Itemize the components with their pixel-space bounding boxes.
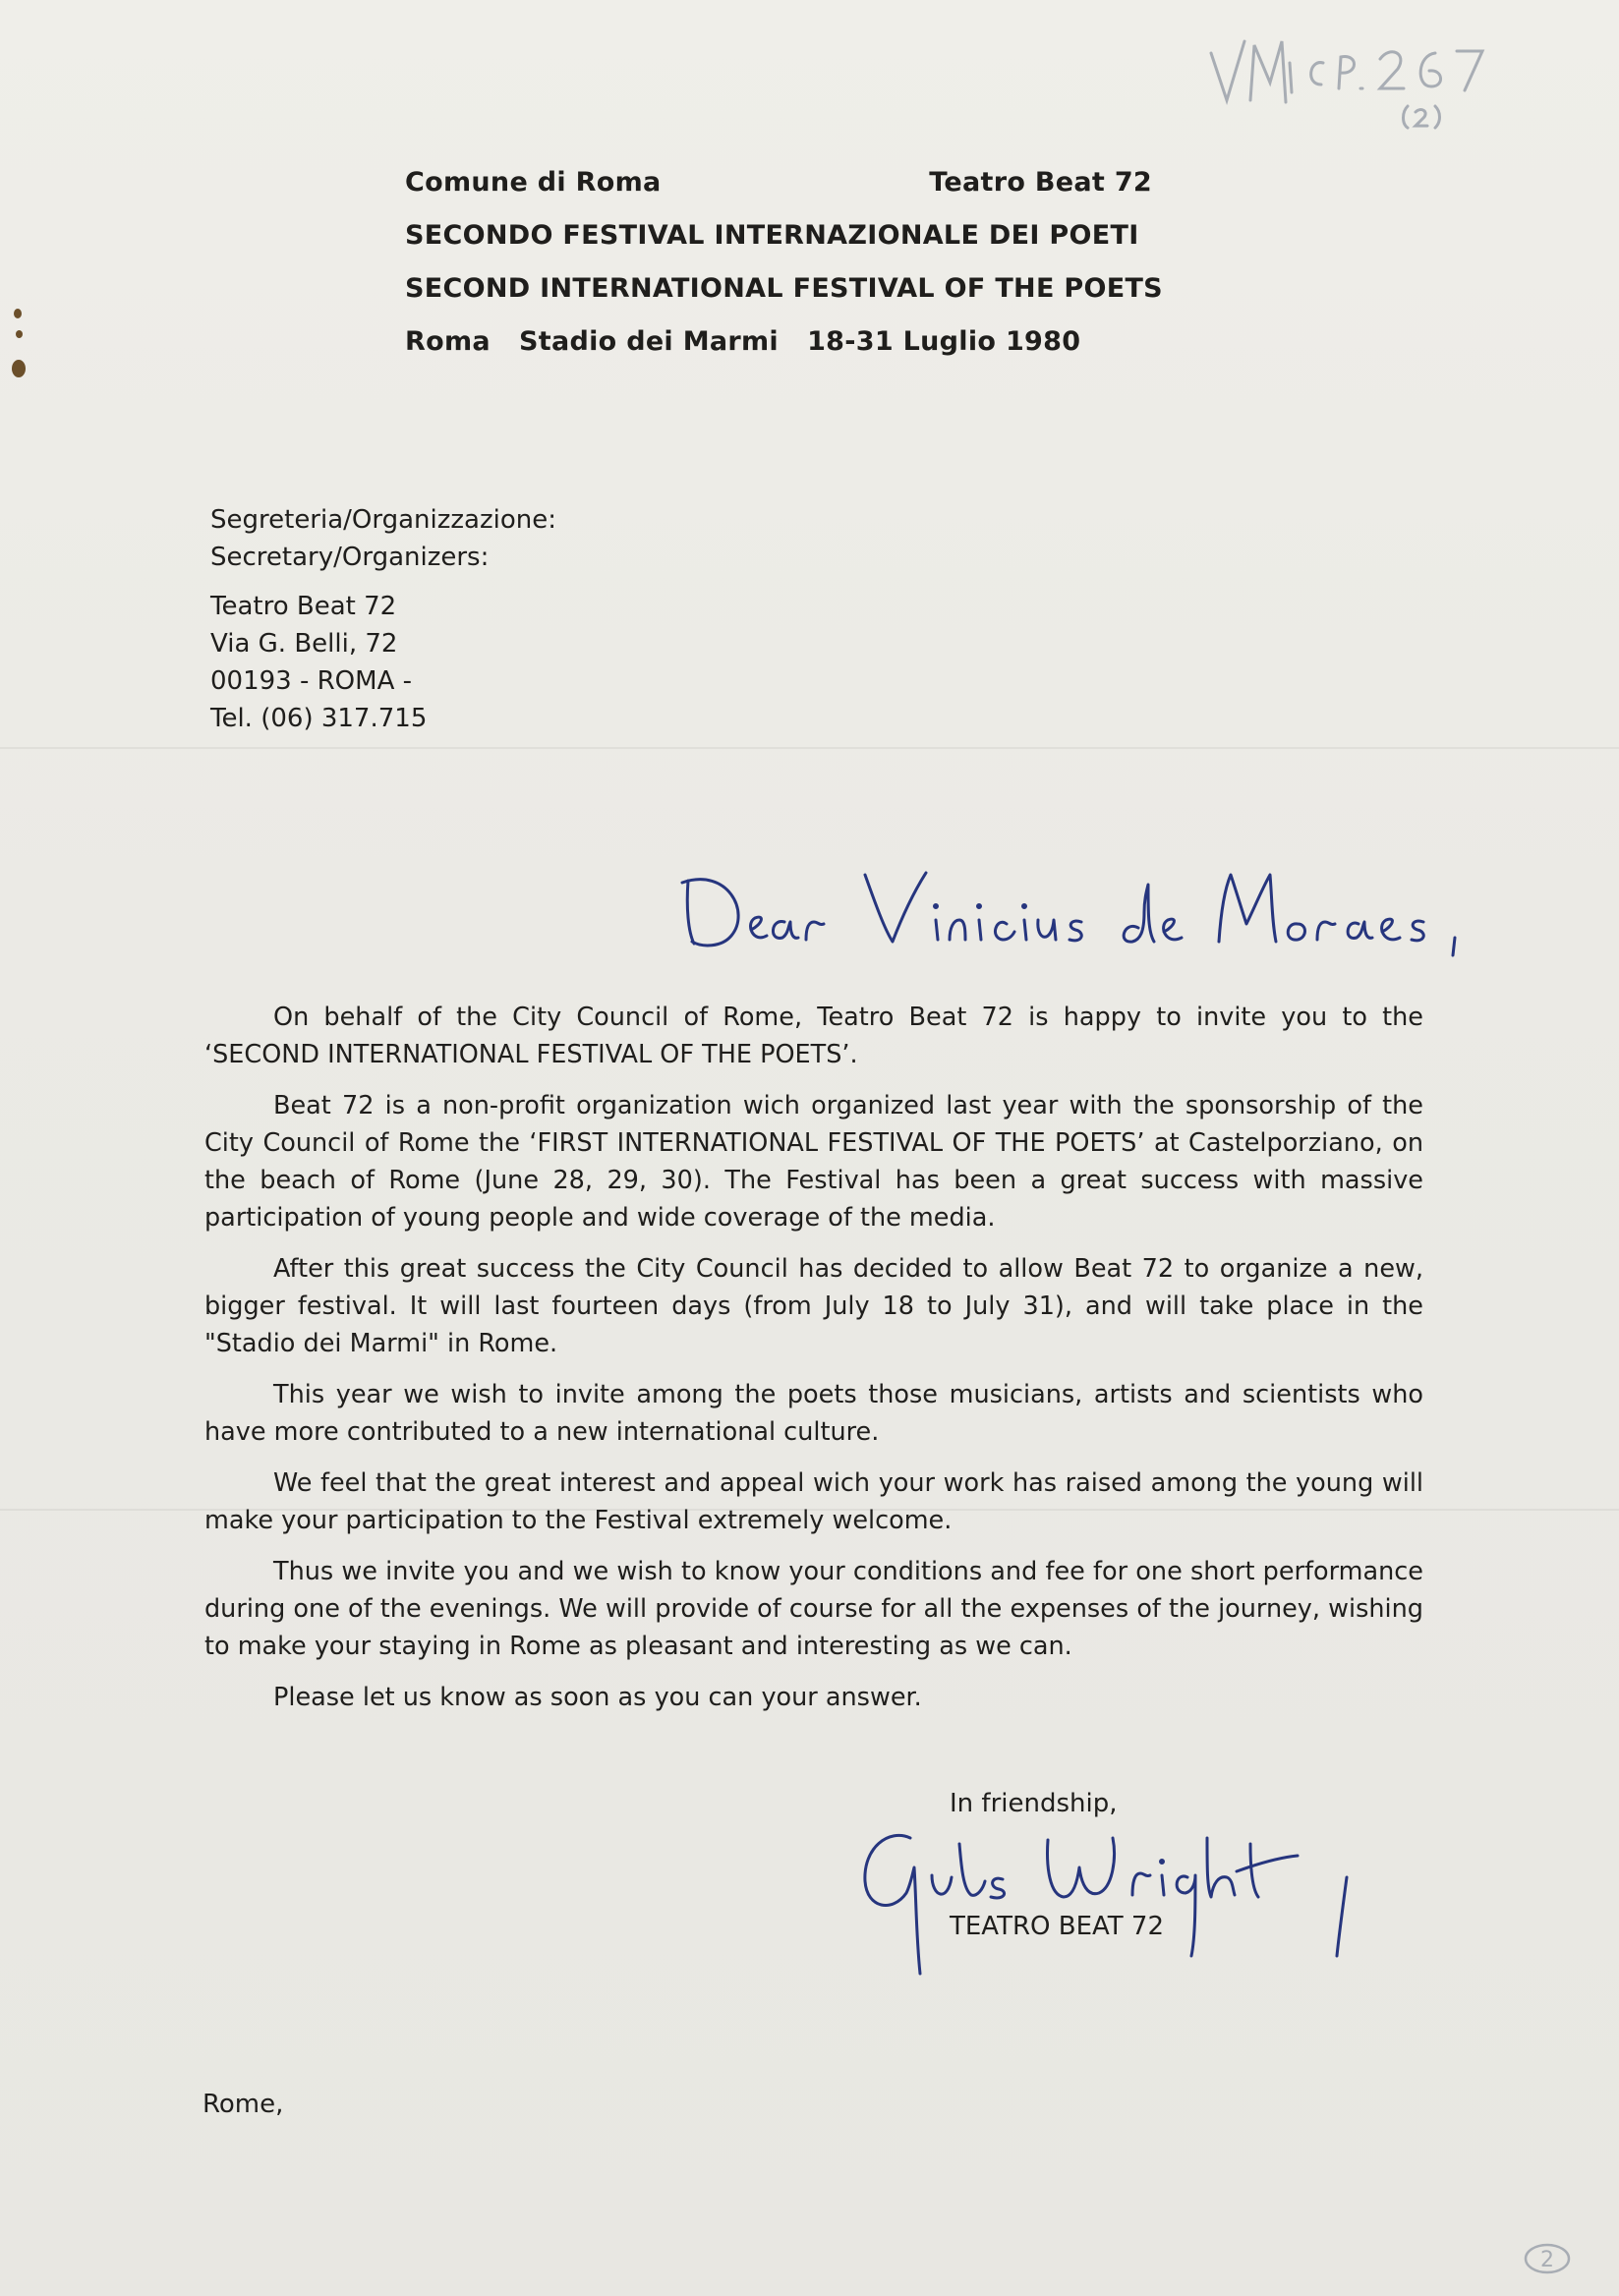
secretariat-block bbox=[210, 501, 556, 737]
venue-and-dates: Roma Stadio dei Marmi 18-31 Luglio 1980 bbox=[405, 326, 1081, 357]
body-paragraph: Thus we invite you and we wish to know your conditions and fee for one short performance during one of the evenings. We will provide of course for all the expenses of the journey, wishing to make your staying in Rome as pleasant and interesting as we can. bbox=[204, 1557, 1423, 1661]
secretariat-label-italian: Segreteria/Organizzazione: bbox=[210, 505, 556, 535]
handwritten-salutation bbox=[668, 853, 1514, 981]
address-line: Tel. (06) 317.715 bbox=[210, 704, 428, 733]
comune-di-roma: Comune di Roma bbox=[405, 167, 662, 198]
punch-hole-mark bbox=[14, 309, 22, 318]
letter-body bbox=[204, 999, 1423, 1730]
paper-fold-line bbox=[0, 747, 1619, 749]
circled-page-number bbox=[1522, 2241, 1573, 2276]
signatory-organization: TEATRO BEAT 72 bbox=[950, 1912, 1165, 1941]
secretariat-label-english: Secretary/Organizers: bbox=[210, 543, 490, 572]
body-paragraph: This year we wish to invite among the poets those musicians, artists and scientists who have more contributed to a new international culture. bbox=[204, 1380, 1423, 1447]
festival-title-english: SECOND INTERNATIONAL FESTIVAL OF THE POETS bbox=[405, 273, 1163, 304]
handwritten-signature bbox=[855, 1799, 1386, 1995]
body-paragraph: After this great success the City Council has decided to allow Beat 72 to organize a new, bigger festival. It will last fourteen days (from July 18 to July 31), and will take place in the "Stadio dei Marmi" in Rome. bbox=[204, 1254, 1423, 1358]
letterhead-orgs bbox=[405, 163, 1152, 216]
punch-hole-mark bbox=[12, 360, 26, 377]
festival-title-italian: SECONDO FESTIVAL INTERNAZIONALE DEI POETI bbox=[405, 220, 1139, 251]
body-paragraph: Beat 72 is a non-profit organization wich organized last year with the sponsorship of the City Council of Rome the ‘FIRST INTERNATIONAL FESTIVAL OF THE POETS’ at Castelporziano, on the beach of Rome (June 28, 29, 30). The Festival has been a great success with massive participation of young people and wide coverage of the media. bbox=[204, 1091, 1423, 1233]
page-number-text: 2 bbox=[1540, 2248, 1554, 2272]
address-line: 00193 - ROMA - bbox=[210, 666, 413, 696]
punch-hole-mark bbox=[16, 330, 23, 338]
body-paragraph: On behalf of the City Council of Rome, Teatro Beat 72 is happy to invite you to the ‘SECOND INTERNATIONAL FESTIVAL OF THE POETS’. bbox=[204, 1003, 1423, 1069]
place-of-writing: Rome, bbox=[202, 2090, 284, 2119]
teatro-beat-72: Teatro Beat 72 bbox=[929, 167, 1152, 198]
body-paragraph: We feel that the great interest and appeal wich your work has raised among the young will make your participation to the Festival extremely welcome. bbox=[204, 1468, 1423, 1535]
address-line: Teatro Beat 72 bbox=[210, 592, 397, 621]
archive-reference-annotation bbox=[1199, 24, 1524, 132]
letterhead bbox=[405, 163, 1163, 375]
body-paragraph: Please let us know as soon as you can your answer. bbox=[273, 1683, 922, 1712]
closing-phrase: In friendship, bbox=[950, 1789, 1118, 1818]
address-line: Via G. Belli, 72 bbox=[210, 629, 398, 659]
